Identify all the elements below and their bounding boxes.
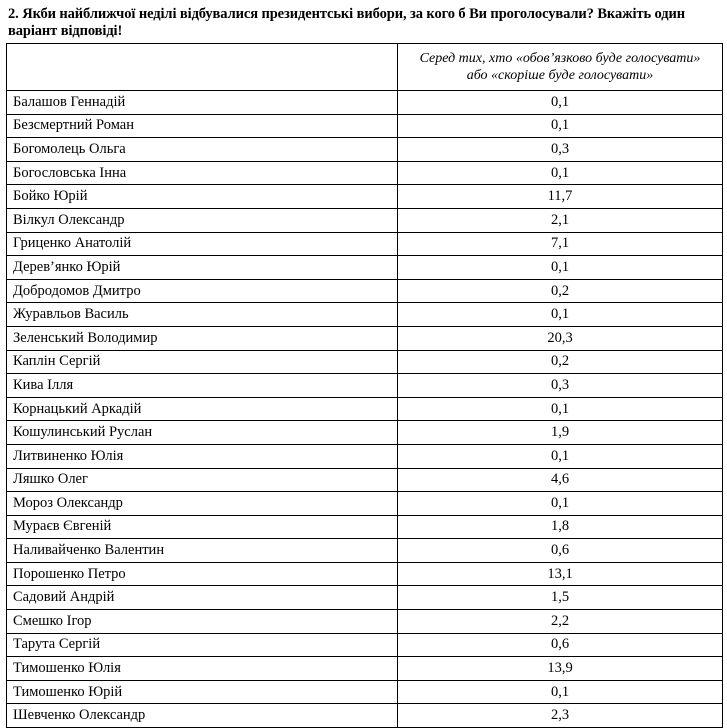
header-voters-cell (398, 44, 723, 91)
table-header-row (7, 44, 723, 91)
document-page (6, 6, 721, 728)
candidate-name: Бойко Юрій (7, 185, 398, 209)
header-candidate-cell (7, 44, 398, 91)
candidate-name: Садовий Андрій (7, 586, 398, 610)
candidate-name: Литвиненко Юлія (7, 444, 398, 468)
table-row (7, 326, 723, 350)
candidate-percent: 0,1 (398, 114, 723, 138)
candidate-name: Вілкул Олександр (7, 208, 398, 232)
candidate-percent: 0,6 (398, 633, 723, 657)
header-voters-line2: або «скоріше буде голосувати» (466, 68, 654, 83)
candidate-name: Балашов Геннадій (7, 91, 398, 115)
candidate-name: Ляшко Олег (7, 468, 398, 492)
table-row (7, 185, 723, 209)
candidate-name: Журавльов Василь (7, 303, 398, 327)
candidate-name: Шевченко Олександр (7, 704, 398, 728)
candidate-percent: 0,2 (398, 279, 723, 303)
candidate-percent: 0,1 (398, 303, 723, 327)
table-row (7, 421, 723, 445)
table-row (7, 657, 723, 681)
candidate-name: Мураєв Євгеній (7, 515, 398, 539)
header-voters-line1: Серед тих, хто «обов’язково буде голосувати» (419, 51, 701, 66)
candidate-percent: 0,1 (398, 91, 723, 115)
candidate-percent: 0,1 (398, 161, 723, 185)
candidate-percent: 0,3 (398, 374, 723, 398)
candidate-percent: 20,3 (398, 326, 723, 350)
table-row (7, 468, 723, 492)
candidate-percent: 2,3 (398, 704, 723, 728)
table-row (7, 303, 723, 327)
candidate-name: Наливайченко Валентин (7, 539, 398, 563)
candidate-name: Кошулинський Руслан (7, 421, 398, 445)
candidate-name: Корнацький Аркадій (7, 397, 398, 421)
table-row (7, 256, 723, 280)
table-row (7, 562, 723, 586)
candidate-name: Гриценко Анатолій (7, 232, 398, 256)
candidate-percent: 11,7 (398, 185, 723, 209)
candidate-percent: 0,3 (398, 138, 723, 162)
table-row (7, 374, 723, 398)
candidate-name: Тимошенко Юлія (7, 657, 398, 681)
candidate-percent: 0,1 (398, 256, 723, 280)
candidate-name: Каплін Сергій (7, 350, 398, 374)
candidate-percent: 0,1 (398, 680, 723, 704)
candidate-name: Богословська Інна (7, 161, 398, 185)
table-row (7, 704, 723, 728)
candidate-name: Зеленський Володимир (7, 326, 398, 350)
candidate-percent: 13,9 (398, 657, 723, 681)
candidate-percent: 0,1 (398, 397, 723, 421)
question-heading: 2. Якби найближчої неділі відбувалися президентські вибори, за кого б Ви проголосували? Вкажіть один варіант відповіді! (8, 6, 686, 39)
table-row (7, 680, 723, 704)
table-row (7, 586, 723, 610)
candidate-percent: 2,2 (398, 610, 723, 634)
candidate-name: Дерев’янко Юрій (7, 256, 398, 280)
candidate-percent: 0,6 (398, 539, 723, 563)
candidate-percent: 13,1 (398, 562, 723, 586)
table-row (7, 610, 723, 634)
candidate-name: Богомолець Ольга (7, 138, 398, 162)
candidate-name: Кива Ілля (7, 374, 398, 398)
candidate-percent: 1,5 (398, 586, 723, 610)
table-row (7, 633, 723, 657)
table-row (7, 279, 723, 303)
candidate-name: Тимошенко Юрій (7, 680, 398, 704)
candidate-name: Порошенко Петро (7, 562, 398, 586)
table-row (7, 232, 723, 256)
table-row (7, 208, 723, 232)
results-table (6, 43, 723, 728)
table-row (7, 492, 723, 516)
table-row (7, 397, 723, 421)
candidate-name: Мороз Олександр (7, 492, 398, 516)
table-row (7, 161, 723, 185)
candidate-percent: 2,1 (398, 208, 723, 232)
candidate-percent: 0,2 (398, 350, 723, 374)
table-body (7, 91, 723, 728)
candidate-percent: 7,1 (398, 232, 723, 256)
candidate-name: Добродомов Дмитро (7, 279, 398, 303)
table-row (7, 350, 723, 374)
candidate-percent: 1,9 (398, 421, 723, 445)
table-row (7, 91, 723, 115)
candidate-name: Тарута Сергій (7, 633, 398, 657)
candidate-percent: 4,6 (398, 468, 723, 492)
table-row (7, 114, 723, 138)
table-row (7, 444, 723, 468)
candidate-name: Безсмертний Роман (7, 114, 398, 138)
candidate-percent: 0,1 (398, 492, 723, 516)
table-row (7, 515, 723, 539)
candidate-name: Смешко Ігор (7, 610, 398, 634)
candidate-percent: 1,8 (398, 515, 723, 539)
table-row (7, 138, 723, 162)
candidate-percent: 0,1 (398, 444, 723, 468)
table-row (7, 539, 723, 563)
